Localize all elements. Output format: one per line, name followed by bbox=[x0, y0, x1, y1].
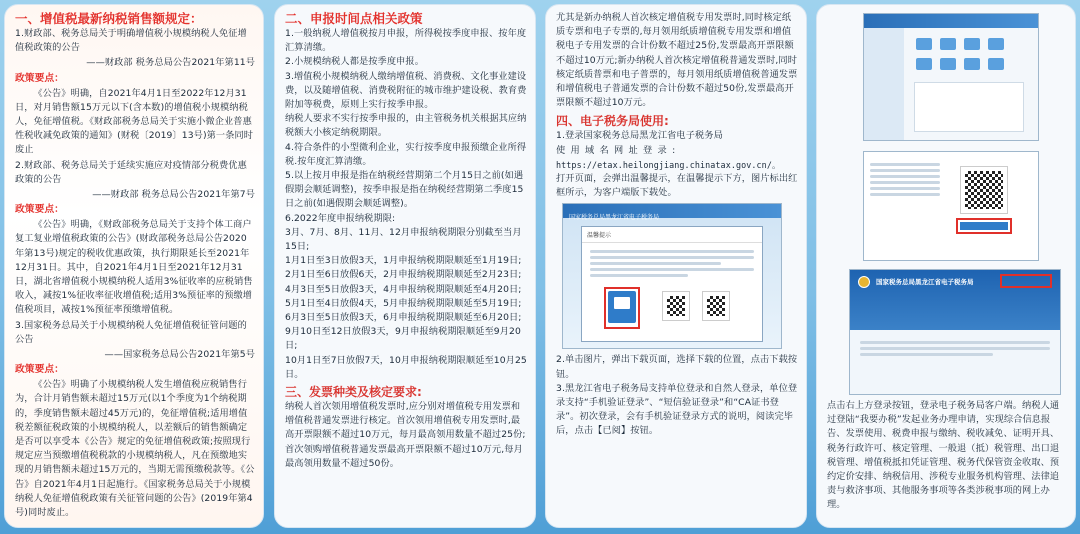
filing-policy-item: 2.小规模纳税人都是按季度申报。 bbox=[285, 56, 424, 68]
portal-content-area bbox=[850, 330, 1060, 394]
filing-policy-item: 纳税人要求不实行按季申报的，由主管税务机关根据其应纳税额大小核定纳税期限。 bbox=[285, 113, 527, 139]
panel-1-heading: 一、增值税最新纳税销售额规定： bbox=[15, 11, 203, 26]
policy-key-points-label: 政策要点： bbox=[15, 364, 64, 376]
etax-url[interactable]: https://etax.heilongjiang.chinatax.gov.cn/。 bbox=[556, 159, 781, 170]
step-1-note: 打开页面，会弹出温馨提示，在温馨提示下方，图片标出红框所示，为客户端版下载处。 bbox=[556, 173, 798, 199]
step-1-domain-label: 使 用 域 名 网 址 登 录 : bbox=[556, 144, 677, 156]
policy-paragraph: 《公告》明确了小规模纳税人发生增值税应税销售行为，合计月销售额未超过15万元(以1个季度为1个纳税期的，季度销售额未超过45万元)的，免征增值税;适用增值税差额征税政策的小规模纳税人，以差额后的销售额确定是否可以享受本《公告》规定的免征增值税政策;按照现行规定应当预缴增值税税款的小规模纳税人，凡在预缴地实现的月销售额未超过15万元的，当期无需预缴税款等。《公告》自2021年4月1日起施行。《国家税务总局关于小规模纳税人免征增值税政策有关征管问题的公告》(2019年第4号)同时废止。 bbox=[15, 379, 255, 519]
filing-policy-item: 5月1日至4日放假4天，5月申报纳税期限顺延至5月19日; bbox=[285, 297, 522, 309]
etax-homepage-shot bbox=[562, 203, 782, 349]
filing-policy-item: 5.以上按月申报是指在纳税经营期第二个月15日之前(如遇假期会顺延调整)，按季申报是指在纳税经营期第二季度15日之前(如遇假期会顺延调整)。 bbox=[285, 170, 524, 210]
policy-paragraph: 1.财政部、税务总局关于明确增值税小规模纳税人免征增值税政策的公告 bbox=[15, 28, 247, 54]
panel-3-intro: 尤其是新办纳税人首次核定增值税专用发票时,同时核定纸质专票和电子专票的,每月领用纸质增值税专用发票和增值税电子专用发票的合计份数不超过25份,发票最高开票限额不超过10万元;新办纳税人首次核定增值税普通发票时,同时核定纸质普票和电子普票的，每月领用纸质增值税普通发票和增值税电子普通发票的合计份数不超过50份,发票最高开票限额不超过10万元。 bbox=[556, 12, 798, 109]
login-button-highlight-frame bbox=[956, 218, 1012, 234]
app-icon bbox=[988, 58, 1004, 70]
policy-paragraph: 《公告》明确，自2021年4月1日至2022年12月31日，对月销售额15万元以下(含本数)的增值税小规模纳税人，免征增值税。《财政部税务总局关于实施小微企业普惠性税收减免政策的通知》(财税〔2019〕13号)第一条同时废止 bbox=[15, 87, 254, 156]
app-icon bbox=[940, 38, 956, 50]
announcement-source: ——财政部 税务总局公告2021年第11号 bbox=[86, 57, 255, 69]
login-qr-code-icon bbox=[960, 166, 1008, 214]
tax-emblem-icon bbox=[858, 276, 870, 288]
app-icon bbox=[940, 58, 956, 70]
filing-policy-item: 6月3日至5日放假3天，6月申报纳税期限顺延至6月20日; bbox=[285, 312, 522, 324]
policy-paragraph: 《公告》明确，《财政部税务总局关于支持个体工商户复工复业增值税政策的公告》(财政部税务总局公告2020年第13号)规定的税收优惠政策，执行期限延长至2021年12月31日。其中，自2021年4月1日至2021年12月31日，湖北省增值税小规模纳税人适用3%征收率的应税销售收入，减按1%征收率征收增值税;适用3%预征率的预缴增值税项目，减按1%预征率预缴增值税。 bbox=[15, 219, 253, 316]
policy-paragraph: 2.财政部、税务总局关于延续实施应对疫情部分税费优惠政策的公告 bbox=[15, 159, 247, 185]
announcement-source: ——财政部 税务总局公告2021年第7号 bbox=[92, 189, 255, 201]
invoice-policy-item: 纳税人首次领用增值税发票时,应分别对增值税专用发票和增值税普通发票进行核定。首次领用增值税专用发票时,最高开票限额不超过10万元，每月最高领用数量不超过25份;首次领购增值税普通发票最高开票限额不超过10万元,每月最高领用数量不超过50份。 bbox=[285, 401, 526, 469]
client-content-area bbox=[914, 82, 1024, 132]
filing-policy-item: 10月1日至7日放假7天，10月申报纳税期限顺延至10月25日。 bbox=[285, 354, 527, 380]
login-screenshot bbox=[556, 203, 798, 353]
filing-policy-item: 4.符合条件的小型微利企业，实行按季度申报预缴企业所得税.按年度汇算清缴。 bbox=[285, 141, 527, 167]
filing-policy-item: 1.一般纳税人增值税按月申报，所得税按季度申报、按年度汇算清缴。 bbox=[285, 28, 527, 54]
homepage-title: 国家税务总局黑龙江省电子税务局 bbox=[569, 214, 660, 222]
panel-client-login bbox=[816, 4, 1076, 528]
qr-code-icon bbox=[702, 291, 730, 321]
client-sidebar bbox=[864, 28, 904, 140]
filing-policy-item: 2月1日至6日放假6天，2月申报纳税期限顺延至2月23日; bbox=[285, 269, 522, 281]
client-window-shot bbox=[863, 13, 1039, 141]
app-icon bbox=[916, 38, 932, 50]
policy-paragraph: 3.国家税务总局关于小规模纳税人免征增值税征管问题的公告 bbox=[15, 319, 247, 345]
panel-e-tax-usage bbox=[545, 4, 807, 528]
client-window-titlebar bbox=[864, 14, 1038, 28]
panel-filing-time-policy bbox=[274, 4, 536, 528]
panel-2-heading-invoice: 三、发票种类及核定要求: bbox=[285, 385, 422, 400]
step-3-text: 3.黑龙江省电子税务局支持单位登录和自然人登录，单位登录支持“手机验证登录”、“短信验证登录”和“CA证书登录”。初次登录，会有手机验证登录方式的说明，阅读完毕后，点击【已阅】按钮。 bbox=[556, 382, 798, 437]
portal-title: 国家税务总局黑龙江省电子税务局 bbox=[876, 278, 974, 286]
policy-key-points-label: 政策要点： bbox=[15, 204, 64, 216]
panel-2-content bbox=[285, 11, 527, 521]
panel-1-content bbox=[15, 11, 255, 521]
login-qr-shot bbox=[863, 151, 1039, 261]
step-1-text: 1.登录国家税务总局黑龙江省电子税务局 bbox=[556, 130, 723, 142]
top-right-login-highlight[interactable] bbox=[1000, 274, 1052, 288]
warm-tip-dialog bbox=[581, 226, 763, 342]
dialog-title: 温馨提示 bbox=[582, 227, 762, 243]
app-icon bbox=[988, 38, 1004, 50]
app-icon bbox=[964, 58, 980, 70]
filing-policy-item: 4月3日至5日放假3天，4月申报纳税期限顺延至4月20日; bbox=[285, 283, 522, 295]
filing-policy-item: 3月、7月、8月、11月、12月申报纳税期限分别截至当月15日; bbox=[285, 226, 522, 253]
panel-3-heading: 四、电子税务局使用: bbox=[556, 114, 669, 129]
panel-2-heading: 二、申报时间点相关政策 bbox=[285, 11, 423, 26]
panel-4-content bbox=[827, 11, 1067, 521]
homepage-header-bar bbox=[563, 204, 781, 222]
step-2-text: 2.单击图片，弹出下载页面，选择下载的位置，点击下载按钮。 bbox=[556, 354, 798, 380]
panel-tax-sales-rules bbox=[4, 4, 264, 528]
download-highlight-frame bbox=[604, 287, 640, 329]
app-icon bbox=[916, 58, 932, 70]
filing-policy-item: 3.增值税小规模纳税人缴纳增值税、消费税、文化事业建设费，以及随增值税、消费税附征的城市维护建设税、教育费附加等税费，原则上实行按季申报。 bbox=[285, 70, 527, 111]
panel-3-content bbox=[556, 11, 798, 521]
announcement-source: ——国家税务总局公告2021年第5号 bbox=[104, 349, 255, 361]
filing-policy-item: 6.2022年度申报纳税期限: bbox=[285, 212, 396, 224]
filing-policy-item: 9月10日至12日放假3天，9月申报纳税期限顺延至9月20日; bbox=[285, 326, 521, 352]
qr-code-icon bbox=[662, 291, 690, 321]
policy-key-points-label: 政策要点： bbox=[15, 72, 64, 84]
client-login-text: 点击右上方登录按钮，登录电子税务局客户端。纳税人通过登陆“我要办税”发起业务办理申请，实现综合信息报告、发票使用、税费申报与缴纳、税收减免、证明开具、税务行政许可、核定管理、一般退（抵）税管理、出口退税管理、增值税抵扣凭证管理、税务代保管资金收取、预约定价安排、纳税信用、涉税专业服务机构管理、法律追责与救济事项、其他服务事项等各类涉税事项的网上办理。 bbox=[827, 400, 1060, 511]
etax-portal-shot bbox=[849, 269, 1061, 395]
app-icon bbox=[964, 38, 980, 50]
filing-policy-item: 1月1日至3日放假3天，1月申报纳税期限顺延至1月19日; bbox=[285, 255, 522, 267]
